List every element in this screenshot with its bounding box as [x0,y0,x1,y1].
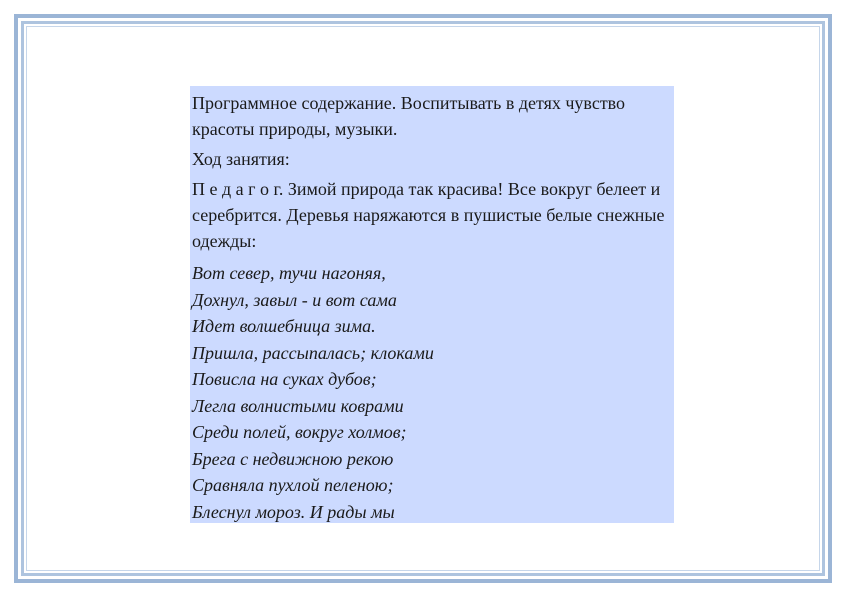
poem-line: Легла волнистыми коврами [192,395,404,416]
poem-line: Среди полей, вокруг холмов; [192,422,407,442]
poem-line: Пришла, рассыпалась; клоками [192,342,434,363]
text-block [190,86,674,523]
poem-line: Вот север, тучи нагоняя, [192,263,386,283]
poem-line: Дохнул, завыл - и вот сама [192,289,397,310]
poem-line: Сравняла пухлой пеленою; [192,475,394,495]
poem [192,260,674,525]
poem-line: Повисла на суках дубов; [192,369,377,389]
lesson-progress-heading: Ход занятия: [192,149,290,169]
poem-line: Блеснул мороз. И рады мы [192,501,395,522]
poem-line: Идет волшебница зима. [192,316,376,336]
program-content-paragraph: Программное содержание. Воспитывать в детях чувство красоты природы, музыки. [192,93,626,139]
teacher-speech-paragraph: П е д а г о г. Зимой природа так красива! Все вокруг белеет и серебрится. Деревья наряжаются в пушистые белые снежные одежды: [192,179,665,251]
poem-line: Брега с недвижною рекою [192,448,394,469]
